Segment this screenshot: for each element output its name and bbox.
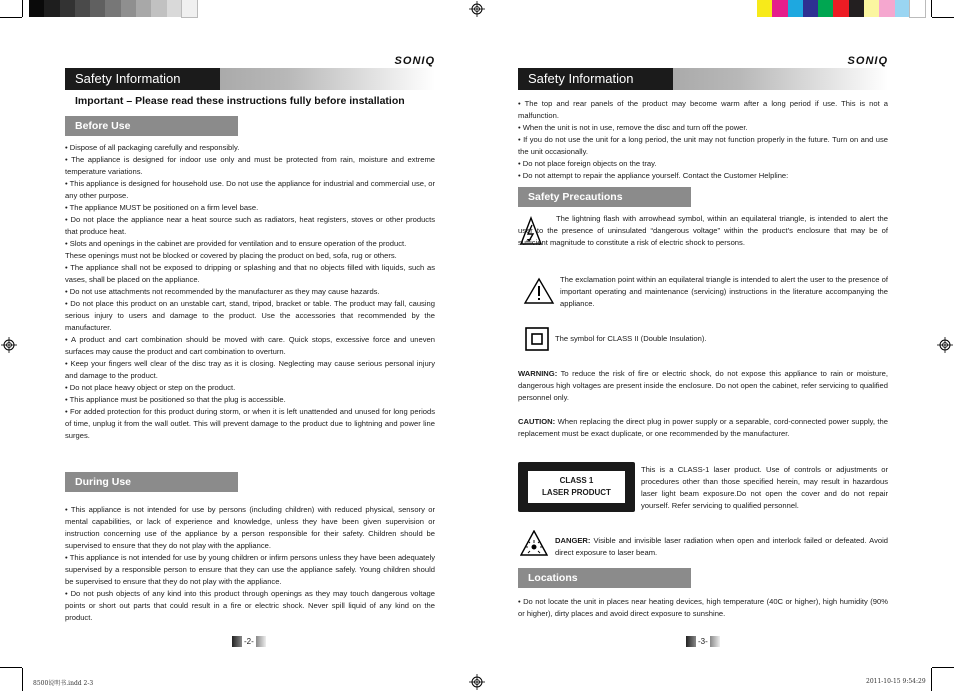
list-item: • Slots and openings in the cabinet are provided for ventilation and to ensure operation of the product. [65,239,407,248]
warning-label: WARNING: [518,369,558,378]
locations-paragraph: • Do not locate the unit in places near heating devices, high temperature (40C or higher), high humidity (90% or higher), dirty places and avoid direct exposure to sunshine. [518,597,888,618]
section-header-title: Safety Information [75,71,181,86]
list-item: • Do not place foreign objects on the tray. [518,159,657,168]
color-swatch [60,0,75,17]
laser-description: This is a CLASS-1 laser product. Use of controls or adjustments or procedures other than those specified herein, may result in hazardous laser light beam exposure.Do not open the cover and do not repair yourself. Refer servicing to qualified personnel. [641,465,888,510]
list-item: • Dispose of all packaging carefully and responsibly. [65,143,240,152]
list-item: • For added protection for this product during storm, or when it is left unattended and unused for long periods of time, unplug it from the wall outlet. This will prevent damage to the product due to lightning and power line surges. [65,407,435,440]
list-item: • Do not place heavy object or step on the product. [65,383,236,392]
list-item: These openings must not be blocked or covered by placing the product on bed, sofa, rug or others. [65,251,397,260]
list-item: • Keep your fingers well clear of the disc tray as it is closing. Neglecting may cause serious personal injury and damage to the product. [65,359,435,380]
caution-label: CAUTION: [518,417,556,426]
color-swatch [167,0,182,17]
important-notice: Important – Please read these instructions fully before installation [75,95,405,107]
subheading-locations [518,568,691,588]
registration-mark-icon [469,1,485,17]
crop-mark [932,667,954,668]
color-swatch [757,0,772,17]
lightning-description: The lightning flash with arrowhead symbol, within an equilateral triangle, is intended to alert the user to the presence of uninsulated “dangerous voltage” within the product’s enclosure that may be of sufficient magnitude to constitute a risk of electric shock to persons. [518,214,888,247]
list-item: • Do not place the appliance near a heat source such as radiators, heat registers, stoves or other products that produce heat. [65,215,435,236]
color-swatch [44,0,59,17]
class2-symbol-text [518,333,888,345]
grayscale-color-bar [29,0,197,17]
list-item: • The appliance shall not be exposed to dripping or splashing and that no objects filled with liquids, such as vases, shall be placed on the appliance. [65,263,435,284]
danger-text: Visible and invisible laser radiation when open and interlock failed or defeated. Avoid direct exposure to laser beam. [555,536,888,557]
danger-paragraph [518,535,888,559]
color-swatch [788,0,803,17]
page-number [686,636,723,647]
list-item: • Do not push objects of any kind into this product through openings as they may touch dangerous voltage points or short out parts that could result in a fire or electric shock. Never spill liquid of any kind on the product. [65,589,435,622]
subheading-before-use [65,116,238,136]
color-swatch [803,0,818,17]
color-swatch [121,0,136,17]
danger-label: DANGER: [555,536,591,545]
color-swatch [151,0,166,17]
list-item: • When the unit is not in use, remove the disc and turn off the power. [518,123,748,132]
list-item: • Do not use attachments not recommended by the manufacturer as they may cause hazards. [65,287,380,296]
brand-logo: SONIQ [394,55,435,67]
color-swatch [818,0,833,17]
class2-description: The symbol for CLASS II (Double Insulation). [555,334,707,343]
crop-mark [0,667,22,668]
cmyk-color-bar [757,0,925,17]
during-use-list [65,504,435,624]
caution-text: When replacing the direct plug in power supply or a separable, cord-connected power supply, the replacement must be exact duplicate, or one recommended by the manufacturer. [518,417,888,438]
list-item: • The appliance is designed for indoor use only and must be protected from rain, moisture and extreme temperature variations. [65,155,435,176]
section-header [65,68,435,90]
color-swatch [105,0,120,17]
section-header-title: Safety Information [528,71,634,86]
section-header [518,68,888,90]
right-top-list [518,98,888,182]
color-swatch [29,0,44,17]
subheading-safety-precautions [518,187,691,207]
subheading-label: During Use [75,476,132,488]
exclamation-symbol-text [518,274,888,310]
color-swatch [895,0,910,17]
color-swatch [833,0,848,17]
page-number [232,636,269,647]
registration-mark-icon [937,337,953,353]
lightning-symbol-text [518,213,888,249]
exclamation-description: The exclamation point within an equilateral triangle is intended to alert the user to the presence of important operating and maintenance (servicing) instructions in the literature accompanying the appliance. [560,275,888,308]
laser-label-line-1: CLASS 1 [559,476,594,485]
crop-mark [932,17,954,18]
warning-paragraph [518,368,888,404]
list-item: • The appliance MUST be positioned on a firm level base. [65,203,259,212]
list-item: • This appliance must be positioned so that the plug is accessible. [65,395,286,404]
crop-mark [0,17,22,18]
color-swatch [849,0,864,17]
list-item: • If you do not use the unit for a long period, the unit may not function properly in the future. Turn on and use the unit occasionally. [518,135,888,156]
laser-text [518,464,888,512]
color-swatch [864,0,879,17]
caution-paragraph [518,416,888,440]
color-swatch [879,0,894,17]
list-item: • A product and cart combination should be moved with care. Quick stops, excessive force and uneven surfaces may cause the product and cart combination to overturn. [65,335,435,356]
list-item: • Do not place this product on an unstable cart, stand, tripod, bracket or table. The product may fall, causing serious injury to users and damage to the product. Use the accessories that recommended by the manufacturer. [65,299,435,332]
page-number-label: -2- [244,637,254,646]
warning-text: To reduce the risk of fire or electric shock, do not expose this appliance to rain or moisture, dangerous high voltages are present inside the enclosure. Do not open the cabinet, refer servicing to qualified personnel only. [518,369,888,402]
list-item: • The top and rear panels of the product may become warm after a long period if use. This is not a malfunction. [518,99,888,120]
crop-mark [22,0,23,17]
registration-mark-icon [1,337,17,353]
brand-logo: SONIQ [847,55,888,67]
registration-mark-icon [469,674,485,690]
subheading-label: Locations [528,572,578,584]
crop-mark [931,668,932,691]
footer-filename: 8500说明书.indd 2-3 [33,680,94,687]
list-item: • Do not attempt to repair the appliance yourself. Contact the Customer Helpline: [518,171,789,180]
subheading-label: Safety Precautions [528,191,623,203]
color-swatch [182,0,197,17]
color-swatch [772,0,787,17]
list-item: • This appliance is designed for household use. Do not use the appliance for industrial and commercial use, or any other purpose. [65,179,435,200]
list-item: • This appliance is not intended for use by persons (including children) with reduced physical, sensory or mental capabilities, or lack of experience and knowledge, unless they have been given supervision or instruction concerning use of the appliance by a person responsible for their safety. Children should be supervised to ensure that they do not play with the appliance. [65,505,435,550]
before-use-list [65,142,435,442]
subheading-during-use [65,472,238,492]
list-item: • This appliance is not intended for use by young children or infirm persons unless they have been adequately supervised by a responsible person to ensure that they can use the appliance safely. Young children should be supervised to ensure that they do not play with the appliance. [65,553,435,586]
color-swatch [910,0,925,17]
crop-mark [931,0,932,17]
color-swatch [90,0,105,17]
color-swatch [75,0,90,17]
subheading-label: Before Use [75,120,131,132]
footer-timestamp: 2011-10-15 9:54:29 [866,678,926,685]
page-number-label: -3- [698,637,708,646]
color-swatch [136,0,151,17]
laser-label-line-2: LASER PRODUCT [542,488,611,497]
crop-mark [22,668,23,691]
